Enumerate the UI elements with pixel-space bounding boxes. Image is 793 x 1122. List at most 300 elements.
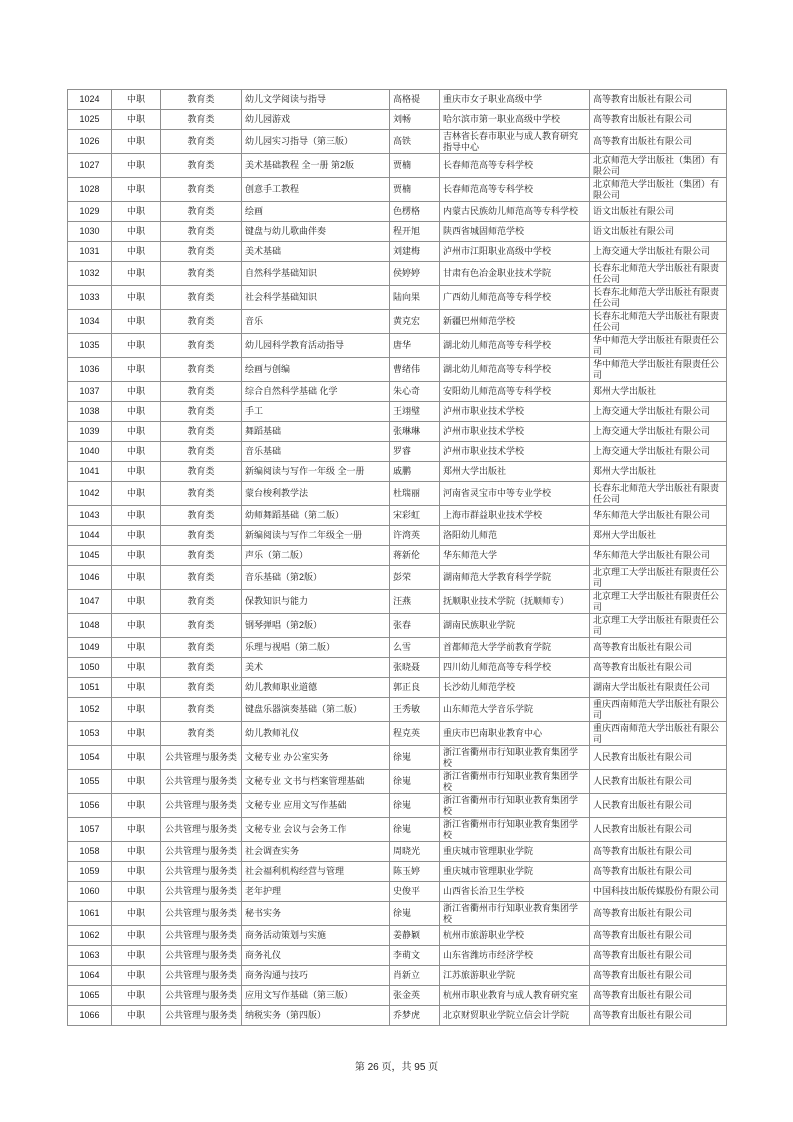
cell-author: 贾楠 xyxy=(390,154,440,178)
cell-level: 中职 xyxy=(112,566,161,590)
cell-category: 公共管理与服务类 xyxy=(161,1006,242,1026)
cell-school: 吉林省长春市职业与成人教育研究指导中心 xyxy=(440,130,590,154)
cell-author: 周晓光 xyxy=(390,842,440,862)
cell-title: 美术 xyxy=(242,658,390,678)
cell-level: 中职 xyxy=(112,506,161,526)
cell-category: 教育类 xyxy=(161,130,242,154)
cell-id: 1066 xyxy=(68,1006,112,1026)
table-row xyxy=(68,590,727,614)
cell-title: 手工 xyxy=(242,402,390,422)
cell-level: 中职 xyxy=(112,1006,161,1026)
cell-school: 新疆巴州师范学校 xyxy=(440,310,590,334)
cell-title: 自然科学基础知识 xyxy=(242,262,390,286)
cell-publisher: 上海交通大学出版社有限公司 xyxy=(590,242,727,262)
cell-school: 重庆城市管理职业学院 xyxy=(440,862,590,882)
cell-author: 程开旭 xyxy=(390,222,440,242)
cell-title: 键盘乐器演奏基础（第二版） xyxy=(242,698,390,722)
table-row xyxy=(68,842,727,862)
cell-author: 朱心奇 xyxy=(390,382,440,402)
cell-id: 1032 xyxy=(68,262,112,286)
table-row xyxy=(68,442,727,462)
cell-id: 1042 xyxy=(68,482,112,506)
cell-category: 教育类 xyxy=(161,482,242,506)
textbook-catalog-table xyxy=(67,89,727,1026)
cell-level: 中职 xyxy=(112,262,161,286)
cell-title: 幼儿园科学教育活动指导 xyxy=(242,334,390,358)
cell-id: 1038 xyxy=(68,402,112,422)
cell-id: 1049 xyxy=(68,638,112,658)
cell-category: 教育类 xyxy=(161,262,242,286)
cell-id: 1052 xyxy=(68,698,112,722)
cell-id: 1027 xyxy=(68,154,112,178)
cell-category: 教育类 xyxy=(161,590,242,614)
cell-school: 安阳幼儿师范高等专科学校 xyxy=(440,382,590,402)
cell-level: 中职 xyxy=(112,462,161,482)
cell-title: 秘书实务 xyxy=(242,902,390,926)
table-row xyxy=(68,862,727,882)
cell-level: 中职 xyxy=(112,966,161,986)
cell-id: 1053 xyxy=(68,722,112,746)
cell-publisher: 语文出版社有限公司 xyxy=(590,202,727,222)
cell-publisher: 高等教育出版社有限公司 xyxy=(590,986,727,1006)
table-row xyxy=(68,110,727,130)
cell-id: 1055 xyxy=(68,770,112,794)
cell-school: 内蒙古民族幼儿师范高等专科学校 xyxy=(440,202,590,222)
cell-id: 1060 xyxy=(68,882,112,902)
cell-author: 罗睿 xyxy=(390,442,440,462)
cell-school: 江苏旅游职业学院 xyxy=(440,966,590,986)
cell-school: 浙江省衢州市行知职业教育集团学校 xyxy=(440,746,590,770)
table-row xyxy=(68,698,727,722)
cell-author: 陆向果 xyxy=(390,286,440,310)
cell-level: 中职 xyxy=(112,382,161,402)
table-row xyxy=(68,262,727,286)
table-row xyxy=(68,882,727,902)
cell-school: 泸州市江阳职业高级中学校 xyxy=(440,242,590,262)
cell-school: 浙江省衢州市行知职业教育集团学校 xyxy=(440,818,590,842)
cell-category: 教育类 xyxy=(161,442,242,462)
table-row xyxy=(68,334,727,358)
cell-title: 纳税实务（第四版） xyxy=(242,1006,390,1026)
cell-category: 教育类 xyxy=(161,178,242,202)
table-row xyxy=(68,770,727,794)
table-row xyxy=(68,154,727,178)
cell-title: 创意手工教程 xyxy=(242,178,390,202)
cell-level: 中职 xyxy=(112,222,161,242)
cell-publisher: 长春东北师范大学出版社有限责任公司 xyxy=(590,262,727,286)
cell-title: 乐理与视唱（第二版） xyxy=(242,638,390,658)
cell-publisher: 重庆西南师范大学出版社有限公司 xyxy=(590,698,727,722)
cell-school: 湖南民族职业学院 xyxy=(440,614,590,638)
cell-id: 1047 xyxy=(68,590,112,614)
cell-school: 四川幼儿师范高等专科学校 xyxy=(440,658,590,678)
cell-school: 哈尔滨市第一职业高级中学校 xyxy=(440,110,590,130)
cell-school: 抚顺职业技术学院（抚顺师专） xyxy=(440,590,590,614)
cell-id: 1048 xyxy=(68,614,112,638)
cell-title: 幼师舞蹈基础（第二版） xyxy=(242,506,390,526)
table-row xyxy=(68,546,727,566)
cell-level: 中职 xyxy=(112,422,161,442)
cell-author: 曹绪伟 xyxy=(390,358,440,382)
cell-author: 彭荣 xyxy=(390,566,440,590)
cell-id: 1029 xyxy=(68,202,112,222)
cell-publisher: 郑州大学出版社 xyxy=(590,526,727,546)
cell-author: 王秀敏 xyxy=(390,698,440,722)
cell-id: 1059 xyxy=(68,862,112,882)
cell-author: 徐嵬 xyxy=(390,902,440,926)
cell-school: 山东师范大学音乐学院 xyxy=(440,698,590,722)
cell-author: 徐嵬 xyxy=(390,794,440,818)
cell-author: 徐嵬 xyxy=(390,746,440,770)
cell-title: 绘画与创编 xyxy=(242,358,390,382)
cell-level: 中职 xyxy=(112,334,161,358)
cell-title: 文秘专业 办公室实务 xyxy=(242,746,390,770)
cell-school: 山东省潍坊市经济学校 xyxy=(440,946,590,966)
cell-school: 泸州市职业技术学校 xyxy=(440,442,590,462)
cell-category: 教育类 xyxy=(161,526,242,546)
cell-title: 文秘专业 应用文写作基础 xyxy=(242,794,390,818)
cell-category: 教育类 xyxy=(161,422,242,442)
cell-id: 1039 xyxy=(68,422,112,442)
cell-publisher: 长春东北师范大学出版社有限责任公司 xyxy=(590,286,727,310)
table-row xyxy=(68,506,727,526)
cell-school: 重庆城市管理职业学院 xyxy=(440,842,590,862)
cell-title: 幼儿文学阅读与指导 xyxy=(242,90,390,110)
cell-level: 中职 xyxy=(112,722,161,746)
cell-category: 教育类 xyxy=(161,154,242,178)
cell-title: 蒙台梭利教学法 xyxy=(242,482,390,506)
cell-id: 1033 xyxy=(68,286,112,310)
cell-category: 教育类 xyxy=(161,286,242,310)
cell-publisher: 长春东北师范大学出版社有限责任公司 xyxy=(590,310,727,334)
table-row xyxy=(68,482,727,506)
cell-school: 陕西省城固师范学校 xyxy=(440,222,590,242)
cell-category: 公共管理与服务类 xyxy=(161,966,242,986)
cell-school: 湖南师范大学教育科学学院 xyxy=(440,566,590,590)
cell-author: 黄克宏 xyxy=(390,310,440,334)
cell-category: 公共管理与服务类 xyxy=(161,986,242,1006)
table-row xyxy=(68,358,727,382)
cell-title: 老年护理 xyxy=(242,882,390,902)
cell-publisher: 高等教育出版社有限公司 xyxy=(590,110,727,130)
cell-publisher: 郑州大学出版社 xyxy=(590,382,727,402)
cell-author: 刘畅 xyxy=(390,110,440,130)
cell-level: 中职 xyxy=(112,526,161,546)
cell-title: 文秘专业 文书与档案管理基础 xyxy=(242,770,390,794)
table-row xyxy=(68,966,727,986)
cell-title: 美术基础教程 全一册 第2版 xyxy=(242,154,390,178)
cell-school: 华东师范大学 xyxy=(440,546,590,566)
cell-school: 广西幼儿师范高等专科学校 xyxy=(440,286,590,310)
cell-id: 1065 xyxy=(68,986,112,1006)
cell-level: 中职 xyxy=(112,794,161,818)
cell-category: 教育类 xyxy=(161,638,242,658)
cell-id: 1046 xyxy=(68,566,112,590)
cell-level: 中职 xyxy=(112,242,161,262)
cell-author: 姜静颖 xyxy=(390,926,440,946)
cell-level: 中职 xyxy=(112,902,161,926)
cell-title: 社会调查实务 xyxy=(242,842,390,862)
cell-author: 杜瑞丽 xyxy=(390,482,440,506)
cell-author: 高铁 xyxy=(390,130,440,154)
cell-id: 1056 xyxy=(68,794,112,818)
cell-title: 幼儿园游戏 xyxy=(242,110,390,130)
cell-title: 商务活动策划与实施 xyxy=(242,926,390,946)
table-row xyxy=(68,818,727,842)
cell-level: 中职 xyxy=(112,178,161,202)
cell-school: 长春师范高等专科学校 xyxy=(440,154,590,178)
cell-author: 色楞格 xyxy=(390,202,440,222)
cell-author: 侯婷婷 xyxy=(390,262,440,286)
table-row xyxy=(68,638,727,658)
table-row xyxy=(68,462,727,482)
cell-category: 公共管理与服务类 xyxy=(161,770,242,794)
cell-school: 长沙幼儿师范学校 xyxy=(440,678,590,698)
cell-title: 绘画 xyxy=(242,202,390,222)
table-row xyxy=(68,382,727,402)
cell-id: 1037 xyxy=(68,382,112,402)
cell-publisher: 人民教育出版社有限公司 xyxy=(590,794,727,818)
cell-publisher: 上海交通大学出版社有限公司 xyxy=(590,402,727,422)
cell-category: 教育类 xyxy=(161,506,242,526)
cell-school: 浙江省衢州市行知职业教育集团学校 xyxy=(440,902,590,926)
cell-author: 徐嵬 xyxy=(390,818,440,842)
cell-level: 中职 xyxy=(112,638,161,658)
cell-level: 中职 xyxy=(112,402,161,422)
cell-category: 公共管理与服务类 xyxy=(161,926,242,946)
cell-title: 幼儿教师礼仪 xyxy=(242,722,390,746)
cell-category: 教育类 xyxy=(161,334,242,358)
cell-level: 中职 xyxy=(112,110,161,130)
cell-school: 河南省灵宝市中等专业学校 xyxy=(440,482,590,506)
table-row xyxy=(68,566,727,590)
cell-school: 重庆市女子职业高级中学 xyxy=(440,90,590,110)
cell-school: 首都师范大学学前教育学院 xyxy=(440,638,590,658)
table-row xyxy=(68,1006,727,1026)
cell-level: 中职 xyxy=(112,614,161,638)
cell-title: 社会福利机构经营与管理 xyxy=(242,862,390,882)
cell-category: 教育类 xyxy=(161,566,242,590)
cell-author: 唐华 xyxy=(390,334,440,358)
cell-title: 商务沟通与技巧 xyxy=(242,966,390,986)
cell-id: 1028 xyxy=(68,178,112,202)
table-row xyxy=(68,794,727,818)
cell-level: 中职 xyxy=(112,590,161,614)
cell-id: 1026 xyxy=(68,130,112,154)
cell-publisher: 郑州大学出版社 xyxy=(590,462,727,482)
cell-id: 1062 xyxy=(68,926,112,946)
cell-publisher: 北京理工大学出版社有限责任公司 xyxy=(590,614,727,638)
cell-publisher: 语文出版社有限公司 xyxy=(590,222,727,242)
cell-author: 史俊平 xyxy=(390,882,440,902)
cell-id: 1034 xyxy=(68,310,112,334)
cell-level: 中职 xyxy=(112,202,161,222)
table-row xyxy=(68,986,727,1006)
cell-author: 乔梦虎 xyxy=(390,1006,440,1026)
page-number-text: 第 26 页，共 95 页 xyxy=(354,1062,439,1073)
cell-level: 中职 xyxy=(112,310,161,334)
cell-level: 中职 xyxy=(112,154,161,178)
cell-author: 宋彩虹 xyxy=(390,506,440,526)
cell-publisher: 高等教育出版社有限公司 xyxy=(590,842,727,862)
cell-category: 教育类 xyxy=(161,462,242,482)
cell-id: 1024 xyxy=(68,90,112,110)
cell-school: 泸州市职业技术学校 xyxy=(440,402,590,422)
cell-level: 中职 xyxy=(112,842,161,862)
table-row xyxy=(68,926,727,946)
cell-author: 蒋新伦 xyxy=(390,546,440,566)
cell-author: 张晓聂 xyxy=(390,658,440,678)
cell-school: 北京财贸职业学院立信会计学院 xyxy=(440,1006,590,1026)
cell-author: 郭正良 xyxy=(390,678,440,698)
cell-category: 教育类 xyxy=(161,202,242,222)
cell-category: 教育类 xyxy=(161,222,242,242)
cell-author: 陈玉婷 xyxy=(390,862,440,882)
cell-title: 新编阅读与写作一年级 全一册 xyxy=(242,462,390,482)
cell-publisher: 华中师范大学出版社有限责任公司 xyxy=(590,334,727,358)
cell-category: 教育类 xyxy=(161,242,242,262)
cell-level: 中职 xyxy=(112,986,161,1006)
cell-id: 1064 xyxy=(68,966,112,986)
cell-publisher: 华东师范大学出版社有限公司 xyxy=(590,506,727,526)
cell-level: 中职 xyxy=(112,746,161,770)
cell-author: 贾楠 xyxy=(390,178,440,202)
cell-title: 保教知识与能力 xyxy=(242,590,390,614)
cell-id: 1030 xyxy=(68,222,112,242)
cell-id: 1063 xyxy=(68,946,112,966)
cell-title: 商务礼仪 xyxy=(242,946,390,966)
cell-author: 张琳琳 xyxy=(390,422,440,442)
cell-title: 音乐基础（第2版） xyxy=(242,566,390,590)
cell-category: 公共管理与服务类 xyxy=(161,818,242,842)
cell-title: 音乐 xyxy=(242,310,390,334)
cell-publisher: 北京理工大学出版社有限责任公司 xyxy=(590,590,727,614)
cell-author: 张春 xyxy=(390,614,440,638)
cell-publisher: 中国科技出版传媒股份有限公司 xyxy=(590,882,727,902)
cell-category: 教育类 xyxy=(161,358,242,382)
cell-level: 中职 xyxy=(112,546,161,566)
cell-category: 公共管理与服务类 xyxy=(161,902,242,926)
table-row xyxy=(68,286,727,310)
table-row xyxy=(68,902,727,926)
cell-level: 中职 xyxy=(112,90,161,110)
cell-school: 洛阳幼儿师范 xyxy=(440,526,590,546)
cell-title: 文秘专业 会议与会务工作 xyxy=(242,818,390,842)
cell-category: 教育类 xyxy=(161,546,242,566)
cell-publisher: 重庆西南师范大学出版社有限公司 xyxy=(590,722,727,746)
page-footer xyxy=(0,1058,793,1073)
cell-level: 中职 xyxy=(112,862,161,882)
cell-id: 1054 xyxy=(68,746,112,770)
cell-school: 郑州大学出版社 xyxy=(440,462,590,482)
cell-title: 应用文写作基础（第三版） xyxy=(242,986,390,1006)
cell-title: 幼儿园实习指导（第三版） xyxy=(242,130,390,154)
cell-category: 公共管理与服务类 xyxy=(161,862,242,882)
cell-title: 声乐（第二版） xyxy=(242,546,390,566)
cell-author: 徐嵬 xyxy=(390,770,440,794)
cell-publisher: 高等教育出版社有限公司 xyxy=(590,926,727,946)
cell-category: 教育类 xyxy=(161,698,242,722)
cell-level: 中职 xyxy=(112,286,161,310)
cell-school: 浙江省衢州市行知职业教育集团学校 xyxy=(440,794,590,818)
cell-publisher: 华中师范大学出版社有限责任公司 xyxy=(590,358,727,382)
cell-publisher: 华东师范大学出版社有限公司 xyxy=(590,546,727,566)
cell-level: 中职 xyxy=(112,698,161,722)
table-row xyxy=(68,402,727,422)
cell-category: 公共管理与服务类 xyxy=(161,746,242,770)
cell-id: 1057 xyxy=(68,818,112,842)
cell-publisher: 高等教育出版社有限公司 xyxy=(590,130,727,154)
cell-author: 张金英 xyxy=(390,986,440,1006)
cell-category: 教育类 xyxy=(161,90,242,110)
cell-category: 公共管理与服务类 xyxy=(161,882,242,902)
cell-publisher: 高等教育出版社有限公司 xyxy=(590,90,727,110)
cell-title: 钢琴弹唱（第2版） xyxy=(242,614,390,638)
cell-author: 肖新立 xyxy=(390,966,440,986)
table-row xyxy=(68,614,727,638)
cell-id: 1035 xyxy=(68,334,112,358)
cell-publisher: 高等教育出版社有限公司 xyxy=(590,966,727,986)
cell-title: 幼儿教师职业道德 xyxy=(242,678,390,698)
cell-publisher: 北京理工大学出版社有限责任公司 xyxy=(590,566,727,590)
cell-author: 汪燕 xyxy=(390,590,440,614)
cell-category: 公共管理与服务类 xyxy=(161,946,242,966)
cell-level: 中职 xyxy=(112,482,161,506)
cell-author: 王翊璧 xyxy=(390,402,440,422)
cell-id: 1061 xyxy=(68,902,112,926)
cell-publisher: 长春东北师范大学出版社有限责任公司 xyxy=(590,482,727,506)
cell-publisher: 人民教育出版社有限公司 xyxy=(590,746,727,770)
cell-title: 社会科学基础知识 xyxy=(242,286,390,310)
cell-category: 教育类 xyxy=(161,678,242,698)
cell-school: 湖北幼儿师范高等专科学校 xyxy=(440,358,590,382)
table-row xyxy=(68,178,727,202)
cell-publisher: 高等教育出版社有限公司 xyxy=(590,946,727,966)
cell-level: 中职 xyxy=(112,946,161,966)
cell-id: 1025 xyxy=(68,110,112,130)
cell-author: 程克英 xyxy=(390,722,440,746)
cell-level: 中职 xyxy=(112,770,161,794)
cell-category: 教育类 xyxy=(161,382,242,402)
cell-author: 高格禔 xyxy=(390,90,440,110)
cell-school: 浙江省衢州市行知职业教育集团学校 xyxy=(440,770,590,794)
table-row xyxy=(68,658,727,678)
cell-title: 键盘与幼儿歌曲伴奏 xyxy=(242,222,390,242)
cell-id: 1041 xyxy=(68,462,112,482)
cell-publisher: 上海交通大学出版社有限公司 xyxy=(590,442,727,462)
cell-author: 刘建梅 xyxy=(390,242,440,262)
table-row xyxy=(68,422,727,442)
cell-level: 中职 xyxy=(112,882,161,902)
cell-id: 1051 xyxy=(68,678,112,698)
cell-school: 重庆市巴南职业教育中心 xyxy=(440,722,590,746)
cell-id: 1043 xyxy=(68,506,112,526)
cell-level: 中职 xyxy=(112,442,161,462)
cell-level: 中职 xyxy=(112,926,161,946)
table-row xyxy=(68,130,727,154)
table-row xyxy=(68,722,727,746)
cell-level: 中职 xyxy=(112,818,161,842)
cell-publisher: 高等教育出版社有限公司 xyxy=(590,658,727,678)
cell-author: 李萌文 xyxy=(390,946,440,966)
cell-school: 上海市群益职业技术学校 xyxy=(440,506,590,526)
cell-author: 戚鹏 xyxy=(390,462,440,482)
cell-category: 教育类 xyxy=(161,658,242,678)
cell-category: 公共管理与服务类 xyxy=(161,794,242,818)
cell-school: 湖北幼儿师范高等专科学校 xyxy=(440,334,590,358)
cell-title: 综合自然科学基础 化学 xyxy=(242,382,390,402)
cell-publisher: 北京师范大学出版社（集团）有限公司 xyxy=(590,154,727,178)
